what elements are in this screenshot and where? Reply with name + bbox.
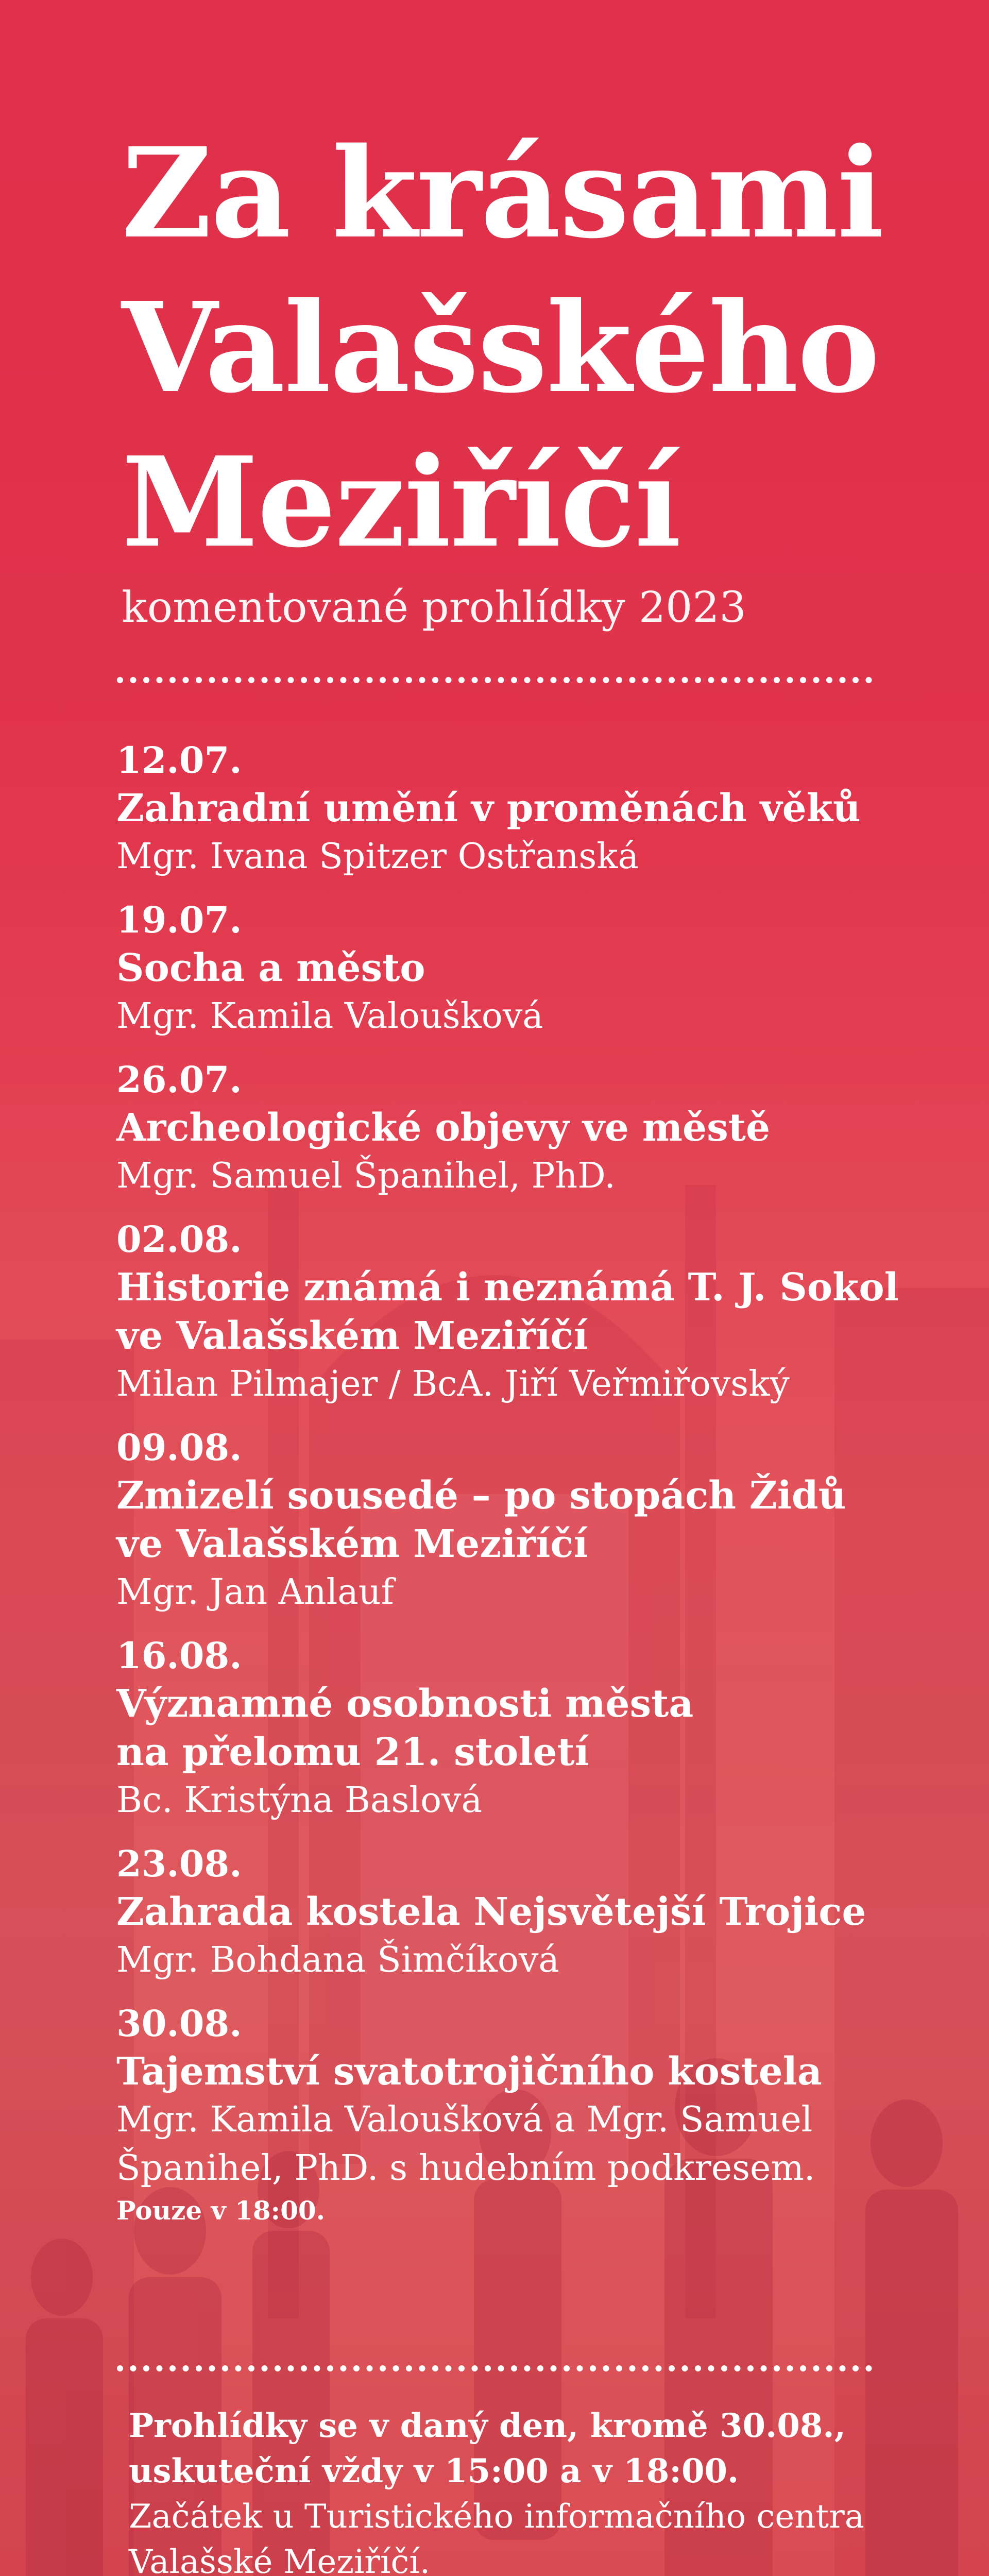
event-title-line-2: na přelomu 21. století — [116, 1730, 589, 1774]
info-block — [129, 2403, 876, 2576]
dotted-divider-bottom — [116, 2362, 873, 2375]
event-date: 23.08. — [116, 1842, 242, 1885]
event-item — [116, 2000, 879, 2229]
info-schedule-line-2: uskuteční vždy v 15:00 a v 18:00. — [129, 2452, 739, 2490]
event-speaker: Mgr. Samuel Španihel, PhD. — [116, 1156, 616, 1196]
event-title: Socha a město — [116, 946, 425, 990]
poster-title — [122, 116, 883, 580]
event-speaker-line-2: Španihel, PhD. s hudebním podkresem. — [116, 2148, 815, 2189]
event-date: 12.07. — [116, 739, 242, 782]
event-speaker: Mgr. Kamila Valoušková a Mgr. Samuel — [116, 2099, 813, 2140]
event-title: Historie známá i neznámá T. J. Sokol — [116, 1265, 899, 1310]
event-speaker: Mgr. Ivana Spitzer Ostřanská — [116, 836, 639, 877]
event-title: Zahradní umění v proměnách věků — [116, 786, 861, 831]
event-date: 09.08. — [116, 1426, 242, 1469]
event-item — [116, 1056, 879, 1200]
subtitle: komentované prohlídky 2023 — [122, 583, 746, 632]
event-item — [116, 1216, 899, 1409]
info-start-line-2: Valašské Meziříčí. — [129, 2543, 431, 2576]
event-title: Archeologické objevy ve městě — [116, 1106, 771, 1150]
event-speaker: Mgr. Bohdana Šimčíková — [116, 1940, 559, 1980]
event-date: 02.08. — [116, 1218, 242, 1261]
info-schedule-line-1: Prohlídky se v daný den, kromě 30.08., — [129, 2406, 846, 2445]
event-title-line-2: ve Valašském Meziříčí — [116, 1522, 588, 1566]
event-date: 30.08. — [116, 2002, 242, 2045]
events-list — [116, 737, 899, 2244]
title-line-1: Za krásami — [122, 121, 883, 266]
event-title: Zmizelí sousedé – po stopách Židů — [116, 1473, 846, 1518]
event-date: 26.07. — [116, 1058, 242, 1101]
event-item — [116, 1840, 879, 1985]
info-start-line-1: Začátek u Turistického informačního centra — [129, 2498, 864, 2536]
dotted-divider-top — [116, 674, 873, 686]
event-speaker: Milan Pilmajer / BcA. Jiří Veřmiřovský — [116, 1364, 790, 1404]
event-title: Tajemství svatotrojičního kostela — [116, 2049, 822, 2094]
title-line-3: Meziříčí — [122, 430, 680, 575]
event-title-line-2: ve Valašském Meziříčí — [116, 1314, 588, 1358]
event-speaker: Mgr. Kamila Valoušková — [116, 996, 543, 1037]
event-date: 19.07. — [116, 899, 242, 941]
event-item — [116, 1632, 879, 1825]
event-item — [116, 737, 879, 881]
title-line-2: Valašského — [122, 275, 879, 420]
event-speaker: Mgr. Jan Anlauf — [116, 1572, 394, 1613]
event-date: 16.08. — [116, 1634, 242, 1677]
event-title: Významné osobnosti města — [116, 1682, 694, 1726]
event-item — [116, 1424, 879, 1617]
event-note: Pouze v 18:00. — [116, 2195, 326, 2226]
event-item — [116, 896, 879, 1041]
event-title: Zahrada kostela Nejsvětejší Trojice — [116, 1890, 866, 1934]
event-speaker: Bc. Kristýna Baslová — [116, 1780, 482, 1821]
